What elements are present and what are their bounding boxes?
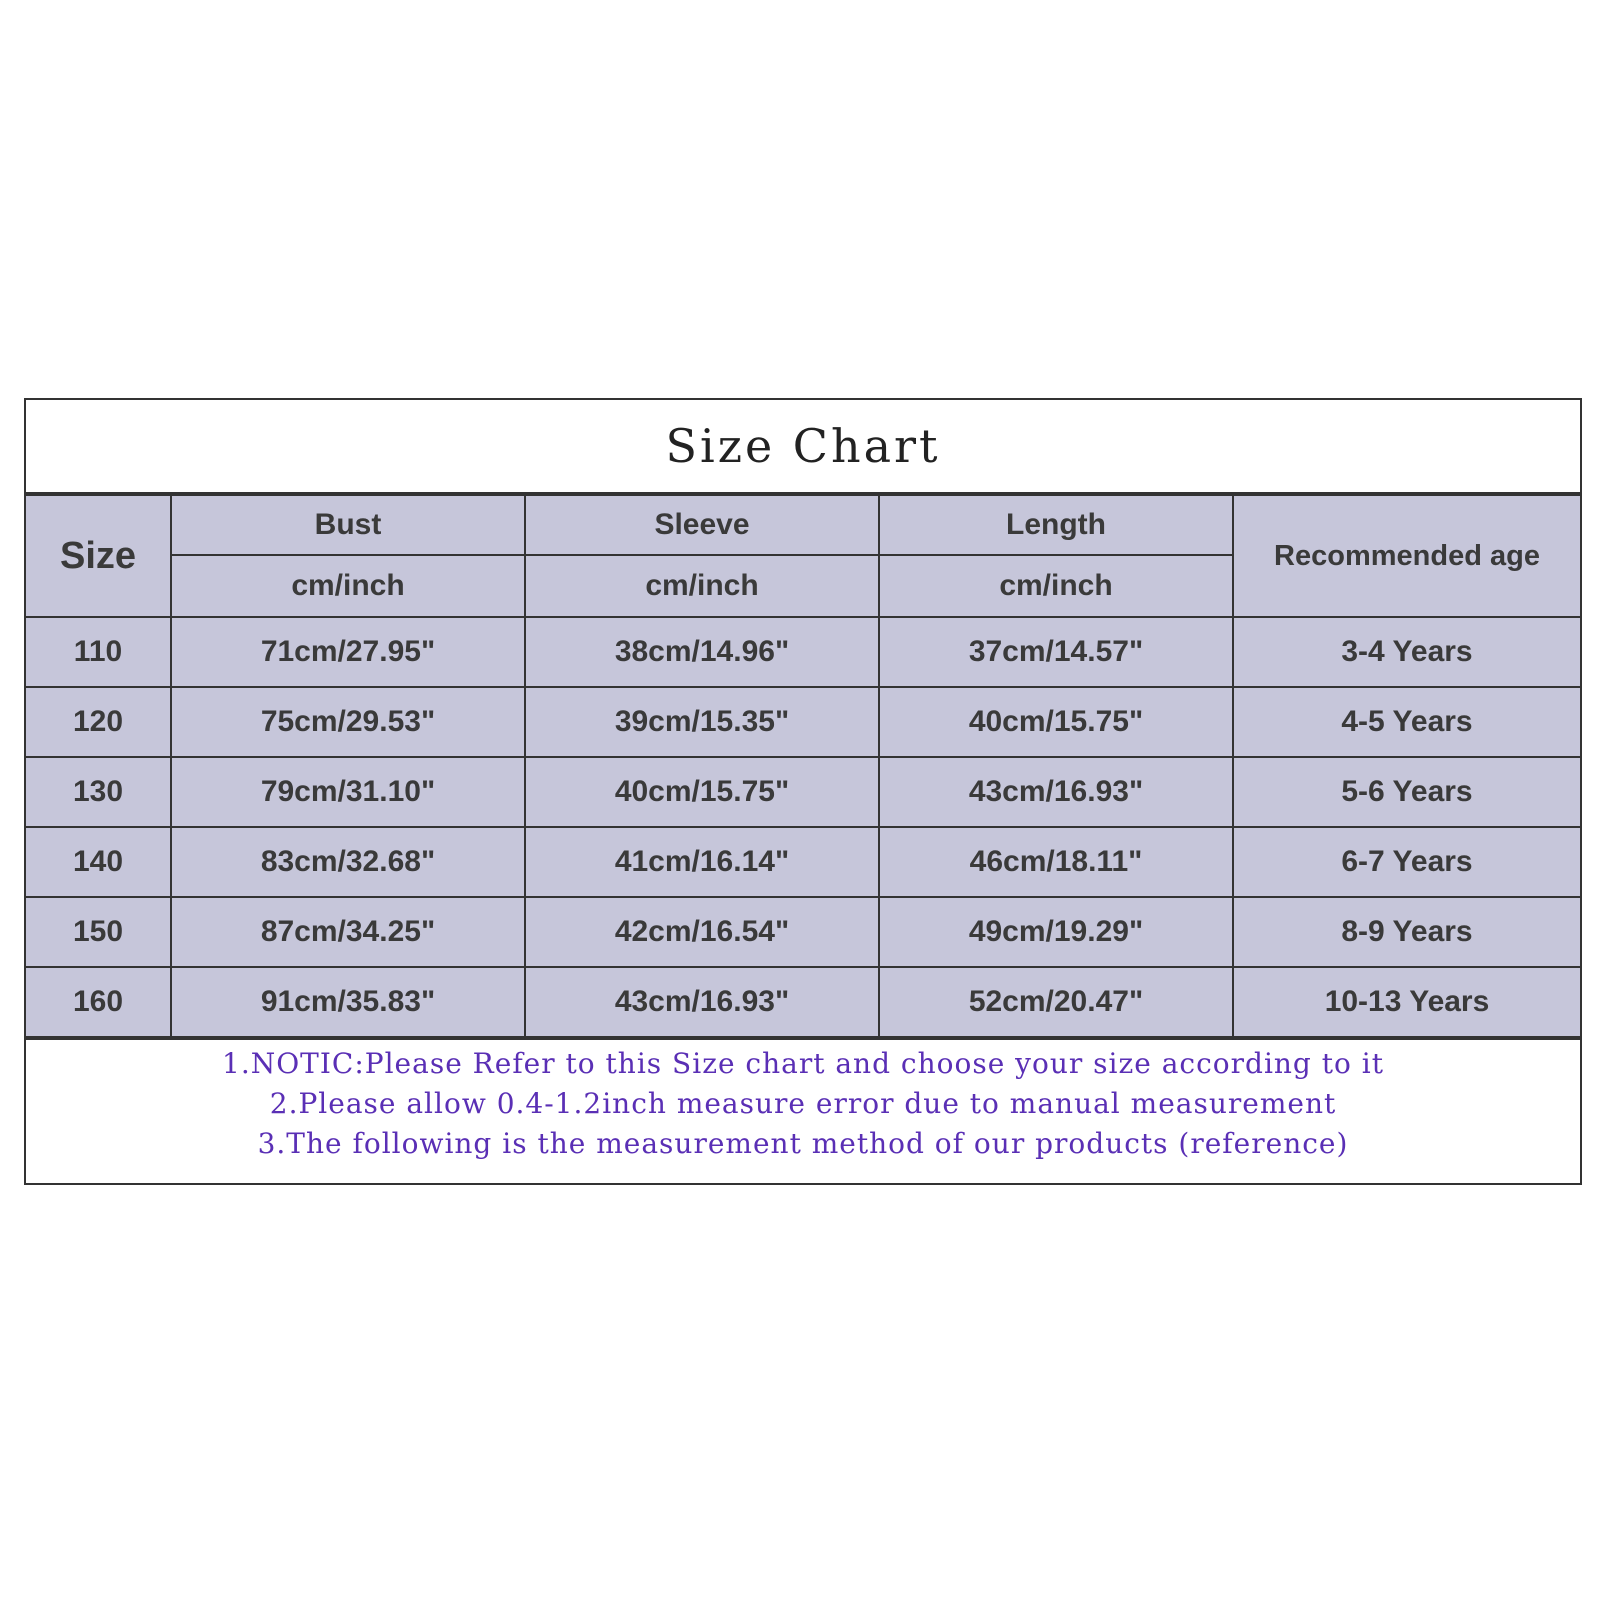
cell-bust: 91cm/35.83" <box>171 967 525 1037</box>
table-row <box>26 757 1580 827</box>
cell-bust: 75cm/29.53" <box>171 687 525 757</box>
cell-size: 110 <box>26 617 171 687</box>
cell-bust: 87cm/34.25" <box>171 897 525 967</box>
table-row <box>26 687 1580 757</box>
note-1: 1.NOTIC:Please Refer to this Size chart and choose your size according to it <box>222 1047 1384 1080</box>
cell-age: 8-9 Years <box>1233 897 1580 967</box>
cell-sleeve: 41cm/16.14" <box>525 827 879 897</box>
header-bust: Bust <box>171 495 525 555</box>
cell-length: 43cm/16.93" <box>879 757 1233 827</box>
notes <box>26 1038 1580 1164</box>
header-sleeve: Sleeve <box>525 495 879 555</box>
cell-size: 140 <box>26 827 171 897</box>
cell-sleeve: 40cm/15.75" <box>525 757 879 827</box>
cell-age: 4-5 Years <box>1233 687 1580 757</box>
table-row <box>26 967 1580 1037</box>
size-table <box>26 494 1580 1038</box>
cell-size: 120 <box>26 687 171 757</box>
cell-age: 5-6 Years <box>1233 757 1580 827</box>
header-recommended-age: Recommended age <box>1233 495 1580 617</box>
cell-length: 46cm/18.11" <box>879 827 1233 897</box>
cell-size: 130 <box>26 757 171 827</box>
cell-size: 150 <box>26 897 171 967</box>
cell-age: 3-4 Years <box>1233 617 1580 687</box>
cell-bust: 79cm/31.10" <box>171 757 525 827</box>
cell-length: 49cm/19.29" <box>879 897 1233 967</box>
table-body <box>26 617 1580 1037</box>
cell-length: 52cm/20.47" <box>879 967 1233 1037</box>
size-chart <box>24 398 1582 1185</box>
unit-bust: cm/inch <box>171 555 525 617</box>
table-row <box>26 827 1580 897</box>
header-length: Length <box>879 495 1233 555</box>
cell-sleeve: 43cm/16.93" <box>525 967 879 1037</box>
cell-bust: 71cm/27.95" <box>171 617 525 687</box>
unit-sleeve: cm/inch <box>525 555 879 617</box>
cell-size: 160 <box>26 967 171 1037</box>
table-row <box>26 617 1580 687</box>
header-row <box>26 495 1580 555</box>
table-row <box>26 897 1580 967</box>
header-size: Size <box>26 495 171 617</box>
cell-length: 37cm/14.57" <box>879 617 1233 687</box>
cell-age: 6-7 Years <box>1233 827 1580 897</box>
cell-bust: 83cm/32.68" <box>171 827 525 897</box>
cell-sleeve: 39cm/15.35" <box>525 687 879 757</box>
chart-title: Size Chart <box>26 400 1580 494</box>
note-2: 2.Please allow 0.4-1.2inch measure error due to manual measurement <box>269 1087 1337 1120</box>
unit-length: cm/inch <box>879 555 1233 617</box>
cell-sleeve: 42cm/16.54" <box>525 897 879 967</box>
cell-age: 10-13 Years <box>1233 967 1580 1037</box>
cell-length: 40cm/15.75" <box>879 687 1233 757</box>
note-3: 3.The following is the measurement method of our products (reference) <box>257 1127 1349 1160</box>
cell-sleeve: 38cm/14.96" <box>525 617 879 687</box>
